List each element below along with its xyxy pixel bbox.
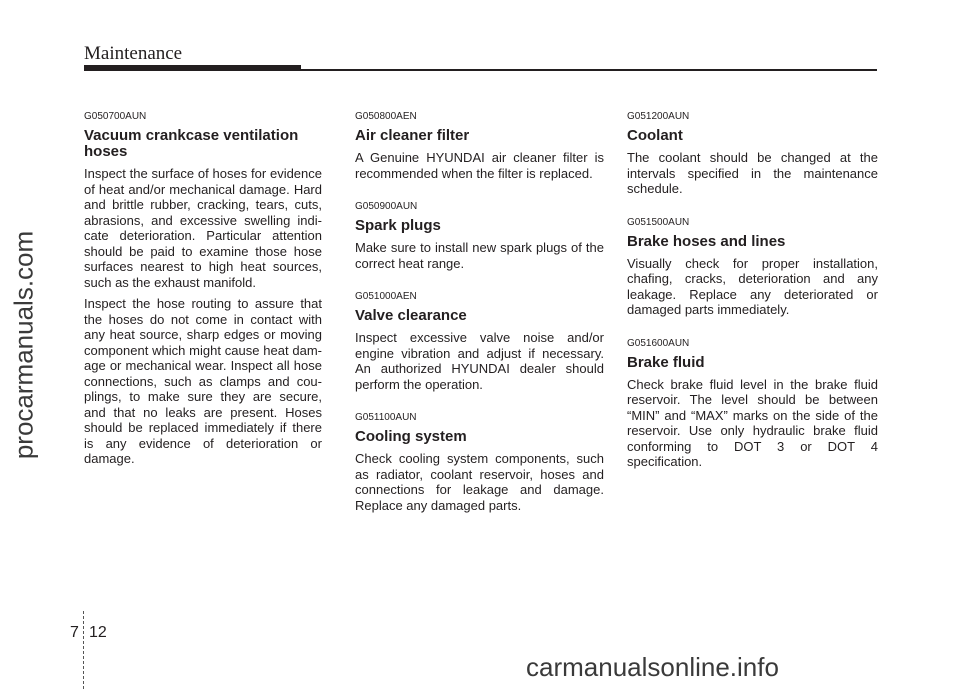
section-code: G051100AUN — [355, 412, 417, 423]
section-code: G051600AUN — [627, 337, 690, 349]
section-heading: Coolant — [627, 127, 683, 144]
section-code: G050900AUN — [355, 201, 418, 212]
section-code: G051500AUN — [627, 216, 690, 228]
section-paragraph: Check brake fluid level in the brake fluid reservoir. The level should be between “MIN” and “MAX” marks on the side of the reservoir. Use only hydraulic brake fluid conforming to DOT 3 or DOT 4 specification. — [627, 376, 878, 469]
section-heading: Cooling system — [355, 428, 467, 445]
section-paragraph: Inspect the hose routing to assure that the hoses do not come in contact with any heat source, sharp edges or moving component which might cause heat dam-age or mechanical wear. Inspect all hose connections, such as clamps and cou-plings, to make sure they are secure, and that no leaks are present. Hoses should be replaced immediately if there is any evidence of deterioration or damage. — [84, 296, 322, 466]
section-paragraph: Inspect excessive valve noise and/or engine vibration and adjust if necessary. An authorized HYUNDAI dealer should perform the operation. — [355, 330, 604, 392]
section-code: G050700AUN — [84, 111, 147, 122]
section-air-cleaner-filter — [355, 111, 604, 181]
section-coolant — [627, 111, 878, 197]
section-paragraph: Visually check for proper installation, chafing, cracks, deterioration and any leakage. Replace any deteriorated or damaged parts immediately. — [627, 255, 878, 317]
section-spark-plugs — [355, 201, 604, 271]
section-heading: Brake hoses and lines — [627, 232, 786, 250]
page-header-title: Maintenance — [84, 43, 183, 64]
section-vacuum-crankcase-hoses — [84, 111, 322, 467]
page-chapter-number: 7 — [70, 624, 79, 641]
section-heading: Vacuum crankcase ventilation hoses — [84, 127, 299, 160]
header-rule-thin — [301, 69, 877, 71]
section-code: G051000AEN — [355, 291, 417, 302]
section-valve-clearance — [355, 291, 604, 392]
section-cooling-system — [355, 412, 604, 513]
section-brake-fluid — [627, 338, 878, 470]
column-middle — [355, 111, 604, 533]
section-paragraph: A Genuine HYUNDAI air cleaner filter is recommended when the filter is replaced. — [355, 150, 604, 181]
section-heading: Valve clearance — [355, 307, 467, 324]
section-paragraph: The coolant should be changed at the intervals specified in the maintenance schedule. — [627, 150, 878, 196]
page-number: 12 — [89, 624, 107, 641]
section-heading: Brake fluid — [627, 353, 705, 371]
bottom-watermark: carmanualsonline.info — [526, 652, 779, 682]
section-brake-hoses-lines — [627, 217, 878, 318]
section-code: G050800AEN — [355, 111, 417, 122]
column-left — [84, 111, 322, 487]
section-heading: Air cleaner filter — [355, 127, 470, 144]
section-paragraph: Make sure to install new spark plugs of the correct heat range. — [355, 240, 604, 271]
header-rule-thick — [84, 65, 301, 71]
side-watermark-text: procarmanuals.com — [8, 230, 39, 460]
column-right — [627, 111, 878, 490]
footer-page-divider — [83, 611, 84, 689]
section-heading: Spark plugs — [355, 217, 441, 234]
section-paragraph: Check cooling system components, such as radiator, coolant reservoir, hoses and connections for leakage and damage. Replace any damaged parts. — [355, 451, 604, 513]
section-paragraph: Inspect the surface of hoses for evidence of heat and/or mechanical damage. Hard and brittle rubber, cracking, tears, cuts, abrasions, and excessive swelling indi-cate deterioration. Particular attention should be paid to examine those hose surfaces nearest to high heat sources, such as the exhaust manifold. — [84, 166, 322, 290]
section-code: G051200AUN — [627, 111, 690, 122]
